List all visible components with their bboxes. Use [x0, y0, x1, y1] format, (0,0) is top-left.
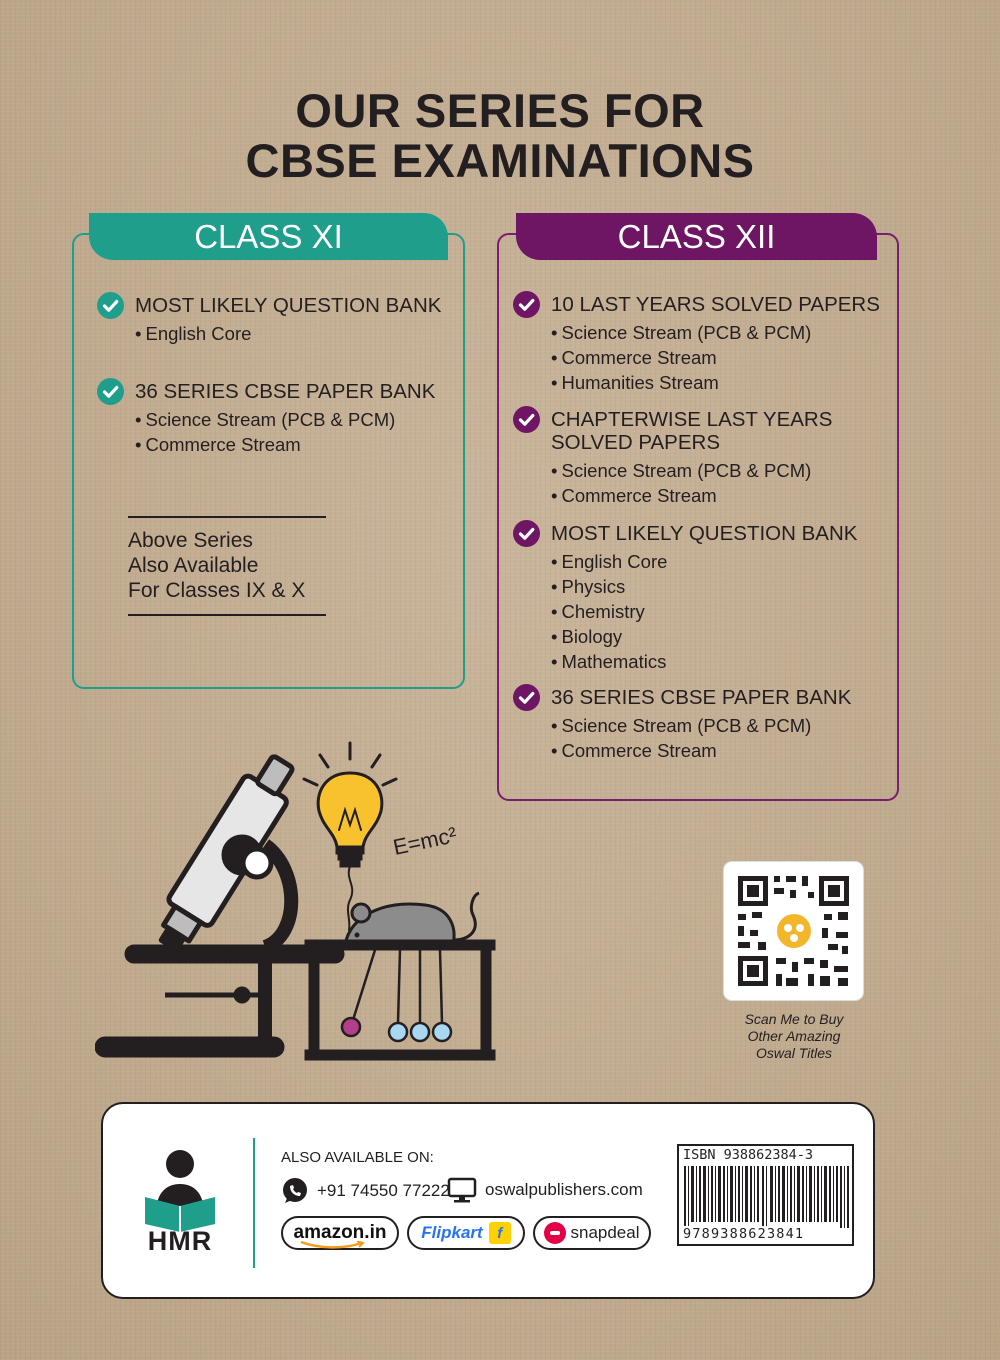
group-items — [513, 549, 857, 674]
also-available-note: Above Series Also Available For Classes IX & X — [128, 516, 326, 616]
amazon-smile-icon — [297, 1241, 367, 1249]
class-xi-tab: CLASS XI — [89, 213, 448, 260]
class-xi-group-1 — [97, 294, 441, 346]
lightbulb-icon — [304, 743, 396, 930]
mouse-icon — [345, 893, 479, 945]
check-icon — [513, 520, 540, 547]
group-heading: MOST LIKELY QUESTION BANK — [97, 294, 441, 317]
title-line-1: OUR SERIES FOR — [295, 84, 705, 137]
check-icon — [97, 378, 124, 405]
check-icon — [97, 292, 124, 319]
website-link[interactable]: oswalpublishers.com — [447, 1177, 643, 1203]
group-heading: MOST LIKELY QUESTION BANK — [513, 522, 857, 545]
group-heading: 36 SERIES CBSE PAPER BANK — [513, 686, 851, 709]
list-item: • Commerce Stream — [551, 738, 851, 763]
list-item: • Humanities Stream — [551, 370, 880, 395]
class-xii-group-2 — [513, 408, 832, 508]
class-xii-group-1 — [513, 293, 880, 395]
formula-label: E=mc² — [390, 822, 459, 860]
check-icon — [513, 291, 540, 318]
list-item: • Science Stream (PCB & PCM) — [551, 320, 880, 345]
qr-caption: Scan Me to Buy Other Amazing Oswal Titles — [744, 1011, 844, 1061]
footer-divider — [253, 1138, 255, 1268]
isbn-label: ISBN 938862384-3 — [683, 1147, 814, 1163]
qr-code[interactable] — [724, 862, 863, 1000]
list-item: • Mathematics — [551, 649, 857, 674]
list-item: • Science Stream (PCB & PCM) — [135, 407, 435, 432]
snapdeal-logo-icon — [544, 1222, 566, 1244]
list-item: • English Core — [135, 321, 441, 346]
footer-panel — [101, 1102, 875, 1299]
isbn-number: 9789388623841 — [683, 1226, 805, 1242]
group-heading: CHAPTERWISE LAST YEARS SOLVED PAPERS — [513, 408, 832, 454]
flipkart-store-button[interactable]: Flipkart f — [407, 1216, 525, 1250]
phone-contact[interactable]: +91 74550 77222 — [281, 1177, 450, 1205]
available-label: ALSO AVAILABLE ON: — [281, 1149, 434, 1166]
group-items — [97, 321, 441, 346]
barcode-icon — [682, 1166, 852, 1228]
class-xi-group-2 — [97, 380, 435, 457]
list-item: • Commerce Stream — [551, 483, 832, 508]
list-item: • Commerce Stream — [135, 432, 435, 457]
class-xii-group-3 — [513, 522, 857, 674]
check-icon — [513, 684, 540, 711]
snapdeal-store-button[interactable]: snapdeal — [533, 1216, 651, 1250]
group-items — [513, 458, 832, 508]
class-xii-tab: CLASS XII — [516, 213, 877, 260]
group-items — [513, 713, 851, 763]
isbn-barcode — [677, 1144, 854, 1246]
class-xii-group-4 — [513, 686, 851, 763]
check-icon — [513, 406, 540, 433]
list-item: • Commerce Stream — [551, 345, 880, 370]
monitor-icon — [447, 1177, 477, 1203]
qr-code-icon — [724, 862, 863, 1000]
list-item: • Science Stream (PCB & PCM) — [551, 458, 832, 483]
group-items — [513, 320, 880, 395]
page-title — [0, 86, 1000, 186]
hmr-brand: HMR — [147, 1226, 213, 1256]
group-heading: 10 LAST YEARS SOLVED PAPERS — [513, 293, 880, 316]
flipkart-bag-icon: f — [489, 1222, 511, 1244]
science-illustration — [95, 735, 505, 1075]
microscope-icon — [97, 748, 342, 1055]
group-heading: 36 SERIES CBSE PAPER BANK — [97, 380, 435, 403]
title-line-2: CBSE EXAMINATIONS — [245, 134, 755, 187]
list-item: • Physics — [551, 574, 857, 599]
list-item: • Science Stream (PCB & PCM) — [551, 713, 851, 738]
whatsapp-icon — [281, 1177, 309, 1205]
list-item: • Chemistry — [551, 599, 857, 624]
list-item: • Biology — [551, 624, 857, 649]
group-items — [97, 407, 435, 457]
list-item: • English Core — [551, 549, 857, 574]
amazon-store-button[interactable]: amazon.in — [281, 1216, 399, 1250]
